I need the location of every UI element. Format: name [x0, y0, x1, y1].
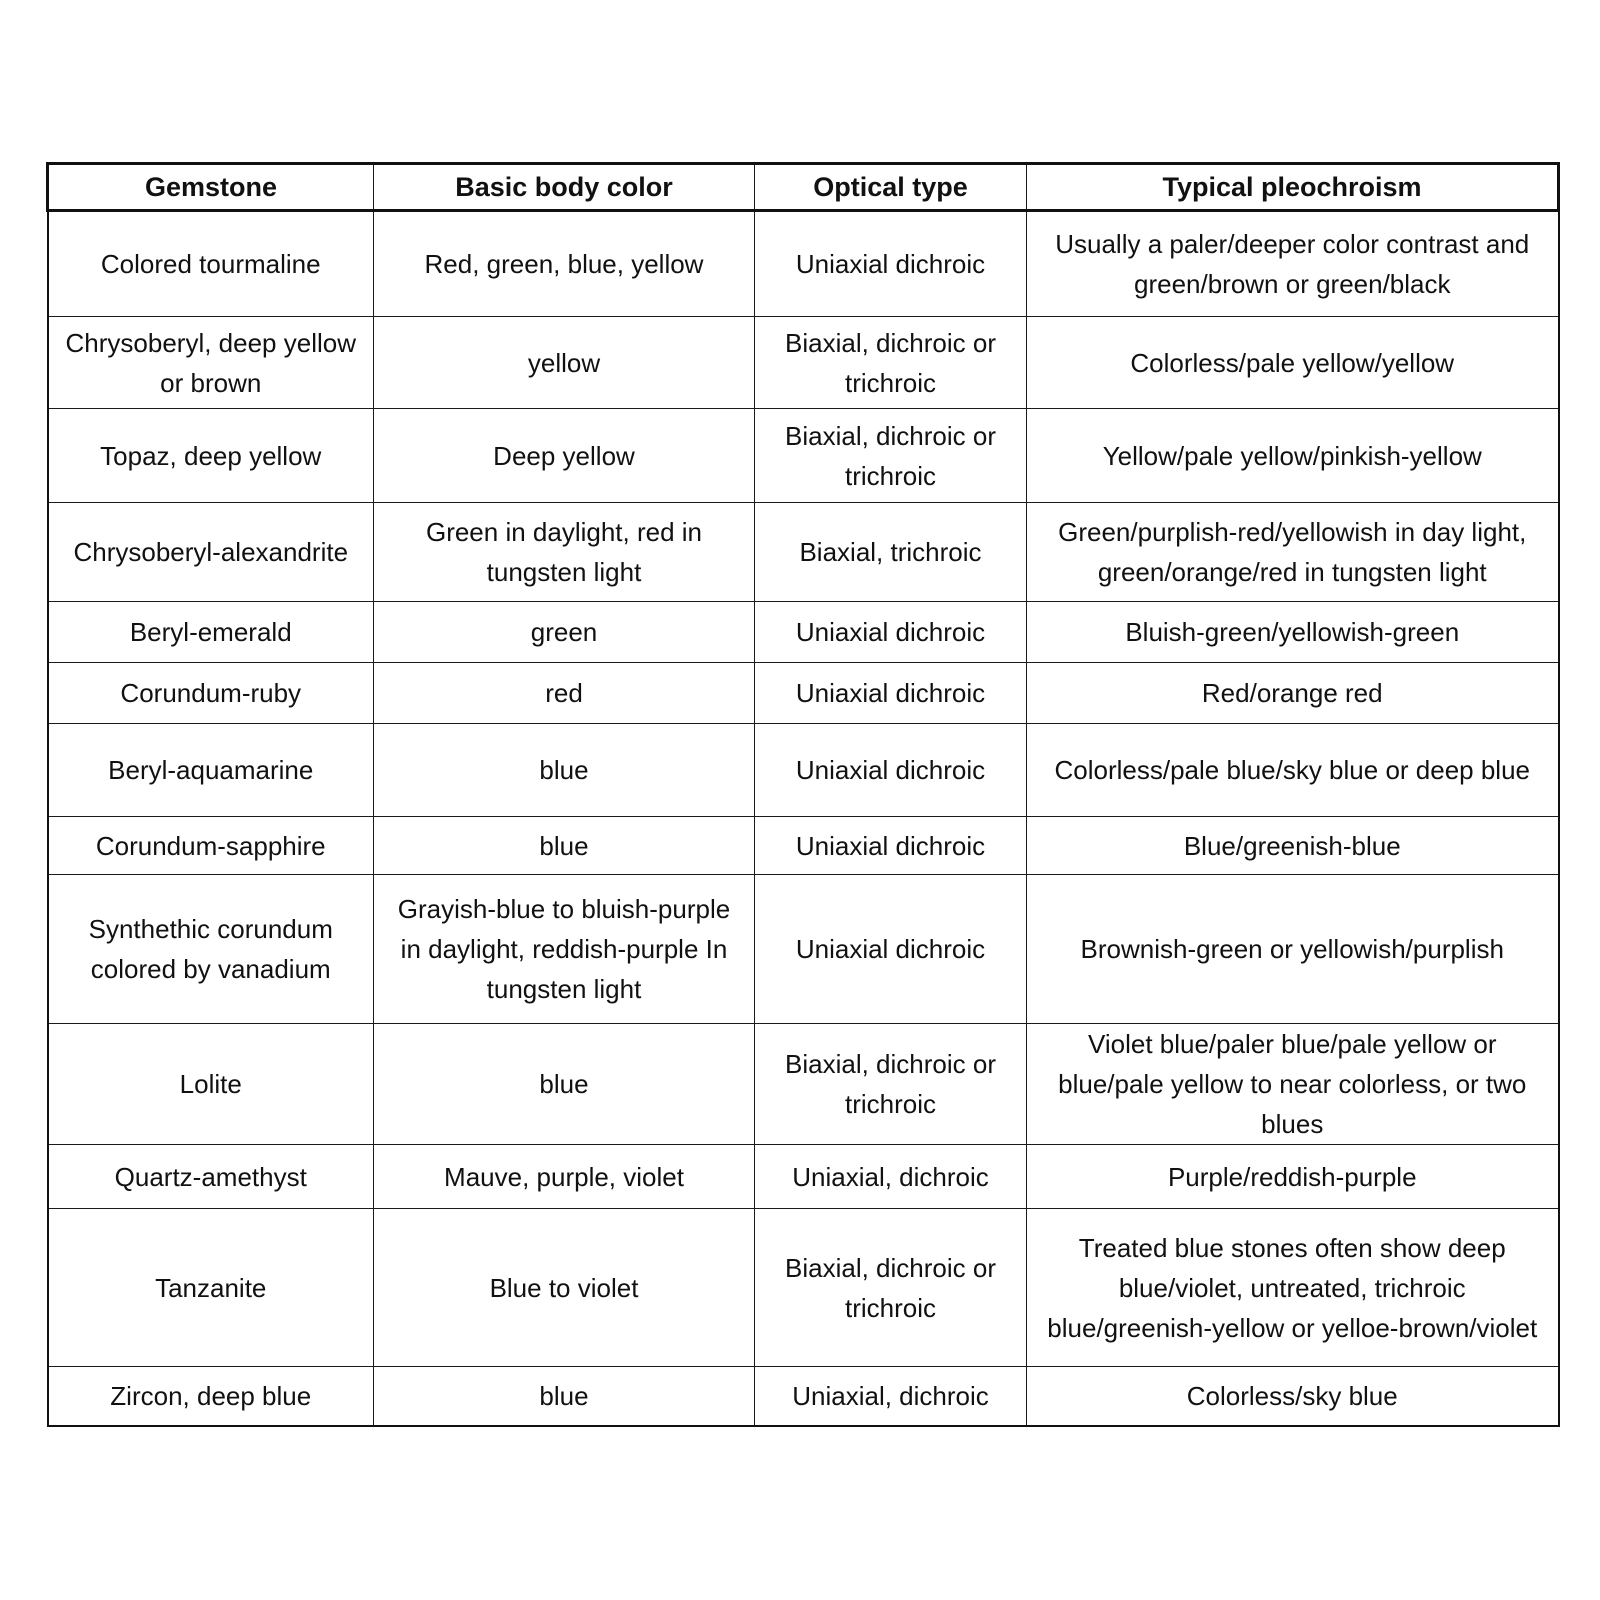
table-row [48, 1145, 1559, 1209]
header-row [48, 164, 1559, 211]
header-gemstone: Gemstone [48, 164, 374, 211]
table-row [48, 211, 1559, 317]
cell-pleochroism [1027, 663, 1559, 724]
cell-text: Violet blue/paler blue/pale yellow or blue/pale yellow to near colorless, or two blues [1058, 1029, 1527, 1139]
cell-gemstone [48, 817, 374, 875]
cell-text: Uniaxial dichroic [795, 934, 986, 964]
cell-text: Colorless/pale blue/sky blue or deep blue [1054, 755, 1530, 785]
table-row [48, 409, 1559, 503]
cell-pleochroism [1027, 409, 1559, 503]
cell-pleochroism [1027, 503, 1559, 602]
cell-text: Chrysoberyl, deep yellow or brown [65, 327, 356, 398]
cell-gemstone [48, 409, 374, 503]
cell-optical-type [755, 503, 1027, 602]
cell-gemstone [48, 663, 374, 724]
cell-optical-type [755, 817, 1027, 875]
cell-gemstone [48, 602, 374, 663]
cell-optical-type [755, 1367, 1027, 1426]
cell-gemstone [48, 875, 374, 1024]
cell-text: Quartz-amethyst [114, 1161, 307, 1192]
cell-pleochroism [1027, 1145, 1559, 1209]
cell-text: Biaxial, dichroic or trichroic [785, 420, 996, 491]
cell-text: Purple/reddish-purple [1167, 1161, 1417, 1192]
header-optical-type: Optical type [755, 164, 1027, 211]
cell-text: Uniaxial dichroic [795, 678, 986, 708]
cell-pleochroism [1027, 724, 1559, 817]
cell-text: Beryl-aquamarine [108, 755, 314, 785]
cell-text: Synthethic corundum colored by vanadium [88, 914, 333, 984]
cell-text: blue [539, 1069, 589, 1099]
cell-text: Uniaxial, dichroic [792, 1380, 989, 1411]
table-row [48, 602, 1559, 663]
cell-text: red [545, 678, 583, 708]
cell-text: Colorless/sky blue [1186, 1380, 1398, 1411]
table-row [48, 663, 1559, 724]
cell-text: Biaxial, dichroic or trichroic [785, 1252, 996, 1323]
cell-text: Biaxial, dichroic or trichroic [785, 1049, 996, 1119]
cell-body-color [374, 317, 755, 409]
cell-optical-type [755, 875, 1027, 1024]
cell-text: Tanzanite [155, 1272, 267, 1303]
cell-body-color [374, 724, 755, 817]
table-row [48, 1024, 1559, 1145]
cell-text: Blue to violet [489, 1272, 639, 1303]
cell-body-color [374, 663, 755, 724]
cell-body-color [374, 1367, 755, 1426]
header-typical-pleochroism: Typical pleochroism [1027, 164, 1559, 211]
cell-body-color [374, 409, 755, 503]
table-row [48, 503, 1559, 602]
cell-body-color [374, 503, 755, 602]
cell-body-color [374, 1024, 755, 1145]
cell-text: Grayish-blue to bluish-purple in daylight, reddish-purple In tungsten light [397, 894, 731, 1004]
cell-text: Lolite [179, 1069, 242, 1099]
cell-text: green [530, 617, 598, 647]
cell-text: Uniaxial dichroic [795, 249, 986, 279]
cell-text: Beryl-emerald [129, 617, 292, 647]
cell-pleochroism [1027, 317, 1559, 409]
cell-text: Yellow/pale yellow/pinkish-yellow [1102, 440, 1482, 471]
table-row [48, 1367, 1559, 1426]
cell-pleochroism [1027, 817, 1559, 875]
cell-pleochroism [1027, 211, 1559, 317]
cell-text: Chrysoberyl-alexandrite [73, 537, 349, 567]
cell-text: blue [539, 755, 589, 785]
gemstone-table-container [46, 162, 1557, 1427]
cell-text: Deep yellow [493, 440, 635, 471]
cell-text: Colored tourmaline [100, 249, 321, 279]
cell-gemstone [48, 1209, 374, 1367]
cell-pleochroism [1027, 1024, 1559, 1145]
table-row [48, 724, 1559, 817]
cell-pleochroism [1027, 602, 1559, 663]
gemstone-pleochroism-table [46, 162, 1560, 1427]
cell-text: Treated blue stones often show deep blue/violet, untreated, trichroic blue/greenish-yellow or yelloe-brown/violet [1047, 1232, 1538, 1343]
table-body [48, 211, 1559, 1426]
cell-text: Uniaxial dichroic [795, 617, 986, 647]
cell-body-color [374, 1145, 755, 1209]
cell-optical-type [755, 663, 1027, 724]
cell-gemstone [48, 211, 374, 317]
table-row [48, 875, 1559, 1024]
cell-text: Green/purplish-red/yellowish in day light, green/orange/red in tungsten light [1058, 517, 1527, 587]
header-basic-body-color: Basic body color [374, 164, 755, 211]
cell-text: Uniaxial dichroic [795, 830, 986, 861]
cell-text: Mauve, purple, violet [444, 1161, 684, 1192]
cell-pleochroism [1027, 1209, 1559, 1367]
cell-text: Biaxial, trichroic [799, 537, 982, 567]
cell-gemstone [48, 724, 374, 817]
cell-text: Bluish-green/yellowish-green [1125, 617, 1460, 647]
cell-text: Blue/greenish-blue [1183, 830, 1401, 861]
cell-text: blue [539, 830, 589, 861]
cell-optical-type [755, 211, 1027, 317]
cell-text: Usually a paler/deeper color contrast and green/brown or green/black [1055, 229, 1530, 299]
cell-pleochroism [1027, 1367, 1559, 1426]
cell-text: Red/orange red [1201, 678, 1383, 708]
cell-gemstone [48, 317, 374, 409]
cell-gemstone [48, 1367, 374, 1426]
cell-text: Corundum-ruby [120, 678, 302, 708]
cell-optical-type [755, 602, 1027, 663]
cell-pleochroism [1027, 875, 1559, 1024]
cell-text: Green in daylight, red in tungsten light [425, 517, 703, 587]
cell-text: Biaxial, dichroic or trichroic [785, 327, 996, 398]
cell-optical-type [755, 724, 1027, 817]
cell-gemstone [48, 1145, 374, 1209]
cell-optical-type [755, 1145, 1027, 1209]
cell-body-color [374, 602, 755, 663]
cell-body-color [374, 875, 755, 1024]
cell-text: Brownish-green or yellowish/purplish [1080, 934, 1504, 964]
cell-optical-type [755, 409, 1027, 503]
cell-optical-type [755, 1024, 1027, 1145]
cell-text: Corundum-sapphire [95, 830, 326, 861]
cell-body-color [374, 211, 755, 317]
cell-text: Topaz, deep yellow [100, 440, 322, 471]
cell-optical-type [755, 317, 1027, 409]
cell-gemstone [48, 1024, 374, 1145]
cell-body-color [374, 817, 755, 875]
table-row [48, 817, 1559, 875]
table-row [48, 1209, 1559, 1367]
table-row [48, 317, 1559, 409]
cell-text: Uniaxial, dichroic [792, 1161, 989, 1192]
cell-optical-type [755, 1209, 1027, 1367]
cell-text: yellow [527, 347, 601, 378]
cell-text: Red, green, blue, yellow [424, 249, 704, 279]
cell-text: blue [539, 1380, 589, 1411]
cell-text: Uniaxial dichroic [795, 755, 986, 785]
cell-gemstone [48, 503, 374, 602]
cell-text: Colorless/pale yellow/yellow [1130, 347, 1455, 378]
cell-text: Zircon, deep blue [110, 1380, 312, 1411]
cell-body-color [374, 1209, 755, 1367]
